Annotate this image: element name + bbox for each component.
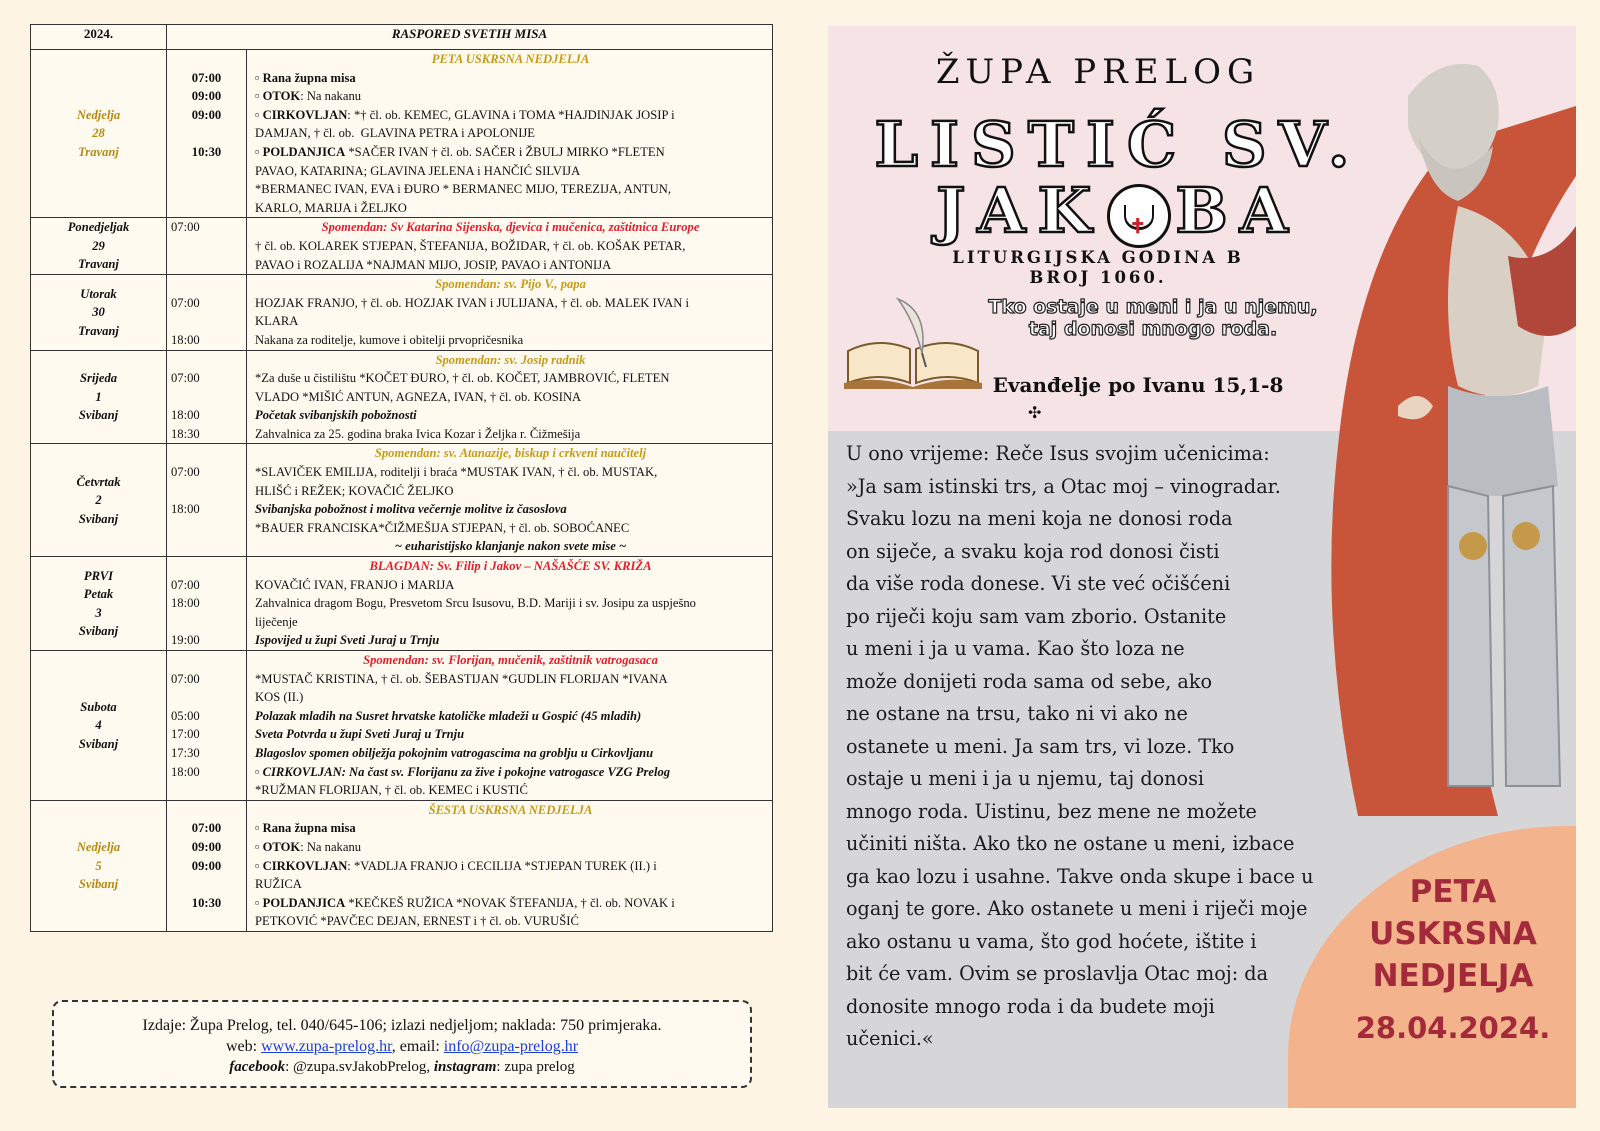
day-row [31,350,773,444]
mass-time [167,875,246,894]
mass-time [171,688,246,707]
intention-line: *MUSTAČ KRISTINA, † čl. ob. ŠEBASTIJAN *GUDLIN FLORIJAN *IVANA [255,671,668,686]
day-label [31,275,167,350]
intention-line: liječenje [255,614,298,629]
mass-time [171,537,246,556]
intention-line: ~ euharistijsko klanjanje nakon svete mise ~ [394,539,627,554]
day-label-line: Travanj [78,323,119,338]
mass-times [167,218,247,275]
feast-title: Spomendan: sv. Josip radnik [435,352,586,367]
gospel-line: da više roda donese. Vi ste već očišćeni [846,572,1231,595]
gospel-line: ostaje u meni i ja u njemu, taj donosi [846,767,1205,790]
intention-line: Svibanjska pobožnost i molitva večernje molitve iz časoslova [255,502,567,517]
gospel-line: može donijeti roda sama od sebe, ako [846,669,1213,693]
gospel-line: ne ostane na trsu, tako ni vi ako ne [846,702,1188,725]
day-label-line: 28 [92,126,105,141]
mass-time [171,781,246,800]
publisher-box [52,1000,752,1088]
day-row [31,275,773,350]
intention-line: Početak svibanjskih pobožnosti [255,408,417,423]
intention-line: HLIŠĆ i REŽEK; KOVAČIĆ ŽELJKO [255,483,454,498]
liturgy-info [898,248,1298,288]
day-label-line: Utorak [80,286,117,301]
intention-line: Zahvalnica za 25. godina braka Ivica Kozar i Željka r. Čižmešija [255,426,581,441]
day-label-line: Nedjelja [76,840,121,855]
mass-times [167,800,247,931]
intention-line: *RUŽMAN FLORIJAN, † čl. ob. KEMEC i KUSTIĆ [255,783,528,798]
facebook-label: facebook [229,1059,286,1075]
social-line [54,1057,750,1078]
mass-times [167,651,247,801]
gospel-line: učenici.« [846,1027,934,1050]
mass-time [167,912,246,931]
day-label-line: Ponedjeljak [67,220,130,235]
mass-time: 07:00 [171,295,200,310]
day-label-line: Srijeda [79,371,118,386]
gospel-line: ga kao lozu i usahne. Takve onda skupe i bace u [846,864,1314,888]
mass-time: 18:00 [171,596,200,611]
feast-title: ŠESTA USKRSNA NEDJELJA [428,802,593,817]
day-row [31,557,773,651]
intention-line: *SLAVIČEK EMILIJA, roditelji i braća *MUSTAK IVAN, † čl. ob. MUSTAK, [255,465,658,480]
gospel-line: po riječi koju sam vam zborio. Ostanite [846,604,1227,628]
instagram-label: instagram [433,1059,497,1075]
title-line-2 [868,174,1368,248]
ornament-divider-icon: ✣ [1028,405,1042,422]
mass-time: 07:00 [171,371,200,386]
day-row [31,50,773,218]
day-row [31,218,773,275]
day-label-line: Svibanj [78,408,119,423]
gospel-line: ostanete u meni. Ja sam trs, vi loze. Tko [846,734,1235,758]
intention-line: HOZJAK FRANJO, † čl. ob. HOZJAK IVAN i JULIJANA, † čl. ob. MALEK IVAN i [255,295,690,310]
mass-time: 18:00 [171,764,200,779]
bulletin-cover [828,26,1576,1108]
mass-time: 18:30 [171,426,200,441]
mass-time: 17:00 [171,727,200,742]
issue-number: BROJ 1060. [1029,268,1167,287]
mass-time [171,613,246,632]
contact-line [54,1036,750,1057]
schedule-title: RASPORED SVETIH MISA [167,25,773,50]
day-label-line: Četvrtak [76,474,121,489]
mass-time: 09:00 [191,858,222,873]
web-label: web: [225,1038,262,1055]
day-label-line: PRVI [83,568,114,583]
gospel-line: u meni i ja u vama. Kao što loza ne [846,637,1185,660]
mass-time [171,351,246,370]
mass-time: 07:00 [191,70,222,85]
feast-title: Spomendan: Sv Katarina Sijenska, djevica i mučenica, zaštitnica Europe [321,220,700,235]
intention-line: Ispovijed u župi Sveti Juraj u Trnju [255,633,440,648]
title-part-b: BA [1175,174,1300,247]
mass-time [167,199,246,218]
gospel-line: bit će vam. Ovim se proslavlja Otac moj: da [846,962,1269,985]
publisher-line: Izdaje: Župa Prelog, tel. 040/645-106; izlazi nedjeljom; naklada: 750 primjeraka. [142,1017,662,1034]
day-label [31,218,167,275]
mass-intentions [247,350,773,444]
mass-time: 09:00 [191,89,222,104]
intention-line: Nakana za roditelje, kumove i obitelji prvopričesnika [255,332,524,347]
intention-line: Zahvalnica dragom Bogu, Presvetom Srcu Isusovu, B.D. Mariji i sv. Josipu za uspješno [255,596,696,611]
gospel-line: U ono vrijeme: Reče Isus svojim učenicima: [846,442,1270,465]
mass-time: 10:30 [191,144,222,159]
intention-line: † čl. ob. KOLAREK STJEPAN, ŠTEFANIJA, BOŽIDAR, † čl. ob. KOŠAK PETAR, [255,238,686,253]
mass-time [171,444,246,463]
mass-time [171,482,246,501]
intention-line: Sveta Potvrda u župi Sveti Juraj u Trnju [255,727,465,742]
gospel-line: oganj te gore. Ako ostanete u meni i riječi moje [846,897,1308,920]
mass-time [171,388,246,407]
bulletin-title [868,108,1368,248]
intention-line: *BERMANEC IVAN, EVA i ĐURO * BERMANEC MIJO, TEREZIJA, ANTUN, [255,182,671,197]
intention-line: KOS (II.) [255,690,304,705]
gospel-line: Svaku lozu na meni koja ne donosi roda [846,507,1233,530]
issue-date: 28.04.2024. [1355,1011,1551,1045]
mass-times [167,275,247,350]
intention-line: VLADO *MIŠIĆ ANTUN, AGNEZA, IVAN, † čl. ob. KOSINA [255,389,582,404]
mass-intentions [247,275,773,350]
intention-line: PAVAO, KATARINA; GLAVINA JELENA i HANČIĆ SILVIJA [255,163,581,178]
mass-intentions [247,218,773,275]
mass-time: 18:00 [171,408,200,423]
intention-line: ▫ CIRKOVLJAN: *† čl. ob. KEMEC, GLAVINA i TOMA *HAJDINJAK JOSIP i [255,107,675,122]
gospel-text [846,438,1346,1056]
day-label [31,50,167,218]
parish-name: ŽUPA PRELOG [935,52,1261,92]
instagram-handle: : zupa prelog [496,1059,575,1075]
mass-intentions [247,557,773,651]
mass-intentions [247,444,773,557]
title-part-a: JAK [936,174,1104,247]
intention-line: *Za duše u čistilištu *KOČET ĐURO, † čl. ob. KOČET, JAMBROVIĆ, FLETEN [255,371,670,386]
gospel-line: on siječe, a svaku koja rod donosi čisti [846,539,1220,563]
mass-time [171,256,246,275]
day-label-line: Subota [80,699,117,714]
mass-time [171,651,246,670]
day-label [31,800,167,931]
feast-title: BLAGDAN: Sv. Filip i Jakov – NAŠAŠĆE SV. KRIŽA [369,559,652,574]
intention-line: DAMJAN, † čl. ob. GLAVINA PETRA i APOLONIJE [255,126,535,141]
day-label-line: 2 [95,493,102,507]
mass-time: 09:00 [191,107,222,122]
mass-time [171,237,246,256]
mass-time: 09:00 [191,839,222,854]
mass-time: 18:00 [171,332,200,347]
day-label-line: Nedjelja [76,107,121,122]
email-label: , email: [391,1038,444,1055]
mass-times [167,557,247,651]
scallop-shell-icon [1107,184,1171,248]
mass-time: 07:00 [171,577,200,592]
intention-line: RUŽICA [255,877,302,892]
schedule-table [30,24,773,932]
year-cell: 2024. [31,25,167,50]
sunday-name [1338,871,1568,997]
day-label-line: 29 [92,238,105,253]
intention-line: KLARA [255,314,299,329]
day-label-line: Svibanj [78,624,119,639]
mass-time: 05:00 [171,708,200,723]
intention-line: ▫ OTOK: Na nakanu [255,839,362,854]
website-link[interactable]: www.zupa-prelog.hr [261,1038,392,1055]
mass-time [167,50,246,69]
gospel-line: donosite mnogo roda i da budete moji [846,994,1215,1018]
intention-line: ▫ POLDANJICA *KEČKEŠ RUŽICA *NOVAK ŠTEFANIJA, † čl. ob. NOVAK i [255,895,675,910]
intention-line: Blagoslov spomen obilježja pokojnim vatrogascima na groblju u Cirkovljanu [255,745,654,760]
day-label-line: Svibanj [78,877,119,892]
mass-time: 10:30 [191,895,222,910]
mass-time: 17:30 [171,745,200,760]
day-row [31,444,773,557]
day-label-line: Svibanj [78,736,119,751]
intention-line: KOVAČIĆ IVAN, FRANJO i MARIJA [255,577,455,592]
day-row [31,800,773,931]
gospel-line: učiniti ništa. Ako tko ne ostane u meni, izbace [846,832,1295,855]
mass-intentions [247,651,773,801]
intention-line: KARLO, MARIJA i ŽELJKO [255,200,407,215]
intention-line: ▫ Rana župna misa [255,821,356,836]
gospel-line: ako ostanu u vama, što god hoćete, ištite i [846,929,1257,953]
mass-time: 07:00 [171,220,200,235]
intention-line: ▫ CIRKOVLJAN: Na čast sv. Florijanu za žive i pokojne vatrogasce VZG Prelog [255,764,671,779]
mass-times [167,444,247,557]
day-label [31,651,167,801]
feast-title: Spomendan: sv. Pijo V., papa [435,277,586,292]
sunday-name-line-2: USKRSNA [1369,916,1537,952]
title-line-1: LISTIĆ SV. [874,108,1362,181]
mass-time [167,801,246,820]
day-label [31,557,167,651]
day-label-line: Svibanj [78,511,119,526]
sunday-name-line-3: NEDJELJA [1372,958,1534,994]
email-link[interactable]: info@zupa-prelog.hr [443,1038,579,1055]
intention-line: ▫ POLDANJICA *SAČER IVAN † čl. ob. SAČER i ŽBULJ MIRKO *FLETEN [255,144,665,159]
mass-intentions [247,800,773,931]
feast-title: Spomendan: sv. Atanazije, biskup i crkveni naučitelj [374,446,647,461]
mass-times [167,50,247,218]
mass-intentions [247,50,773,218]
mass-time: 07:00 [171,465,200,480]
intention-line: ▫ OTOK: Na nakanu [255,89,362,104]
mass-time [171,557,246,576]
day-label-line: 4 [95,718,102,733]
mass-time [171,312,246,331]
facebook-handle: : @zupa.svJakobPrelog, [285,1059,434,1075]
schedule-header [31,25,773,50]
intention-line: ▫ CIRKOVLJAN: *VADLJA FRANJO i CECILIJA *STJEPAN TUREK (II.) i [255,858,657,873]
gospel-reference: Evanđelje po Ivanu 15,1-8 [992,373,1284,397]
mass-times [167,350,247,444]
mass-time: 19:00 [171,633,200,648]
mass-time: 18:00 [171,502,200,517]
mass-schedule [30,24,772,932]
liturgy-year: LITURGIJSKA GODINA B [952,248,1244,267]
mass-time [167,162,246,181]
day-label [31,350,167,444]
mass-time [171,519,246,538]
day-row [31,651,773,801]
day-label [31,444,167,557]
day-label-line: Travanj [78,144,119,159]
intention-line: PAVAO i ROZALIJA *NAJMAN MIJO, JOSIP, PAVAO i ANTONIJA [255,257,612,272]
day-label-line: 5 [95,858,102,873]
saint-james-statue-image [1298,26,1576,826]
mass-time: 07:00 [171,671,200,686]
feast-title: Spomendan: sv. Florijan, mučenik, zaštitnik vatrogasaca [363,653,658,667]
intention-line: PETKOVIĆ *PAVČEC DEJAN, ERNEST i † čl. ob. VURUŠIĆ [255,914,579,929]
day-label-line: Petak [83,587,114,602]
intention-line: Polazak mladih na Susret hrvatske katoličke mladeži u Gospić (45 mladih) [255,708,642,723]
intention-line: ▫ Rana župna misa [255,70,356,85]
sunday-name-line-1: PETA [1409,874,1497,910]
day-label-line: 1 [95,389,102,404]
day-label-line: Travanj [78,257,119,272]
gospel-line: »Ja sam istinski trs, a Otac moj – vinogradar. [846,474,1281,498]
mass-time [167,180,246,199]
gospel-quote: Tko ostaje u meni i ja u njemu, taj donosi mnogo roda. [988,296,1318,340]
mass-time [167,124,246,143]
feast-title: PETA USKRSNA NEDJELJA [431,52,590,66]
day-label-line: 3 [95,605,102,620]
mass-time [171,275,246,294]
intention-line: *BAUER FRANCISKA*ČIŽMEŠIJA STJEPAN, † čl. ob. SOBOĆANEC [255,520,630,535]
mass-time: 07:00 [191,821,222,836]
gospel-line: mnogo roda. Uistinu, bez mene ne možete [846,799,1257,823]
day-label-line: 30 [92,305,105,320]
